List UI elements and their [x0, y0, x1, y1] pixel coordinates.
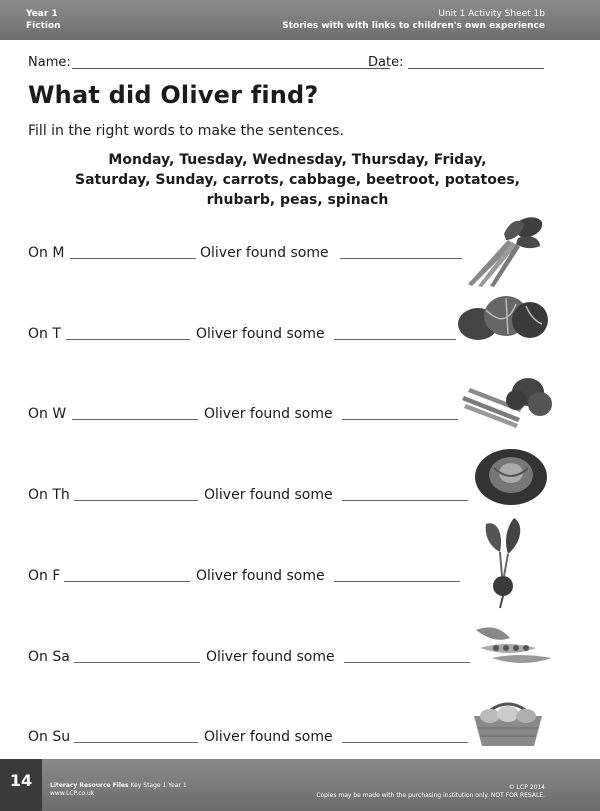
day-blank[interactable]: [66, 339, 190, 340]
date-field[interactable]: [408, 68, 544, 69]
series-name: Literacy Resource Files: [50, 782, 129, 789]
sentence-text: Oliver found some: [200, 245, 329, 261]
sentence-row: [28, 326, 468, 346]
day-blank[interactable]: [74, 742, 198, 743]
sentence-row: [28, 406, 468, 426]
name-date-row: [28, 55, 544, 73]
vegetable-blank[interactable]: [342, 742, 468, 743]
vegetable-blank[interactable]: [342, 500, 468, 501]
sentence-row: [28, 729, 468, 749]
publisher-website: www.LCP.co.uk: [50, 790, 95, 797]
sentence-row: [28, 487, 468, 507]
footer-bar: [0, 759, 600, 811]
vegetable-blank[interactable]: [340, 258, 462, 259]
footer-left: [50, 782, 187, 798]
sentence-row: [28, 245, 468, 265]
copy-notice: Copies may be made with the purchasing institution only. NOT FOR RESALE.: [316, 792, 545, 799]
sentence-text: Oliver found some: [204, 406, 333, 422]
rhubarb-icon: [458, 370, 554, 430]
genre-label: Fiction: [26, 21, 61, 31]
word-bank-line: Saturday, Sunday, carrots, cabbage, beetroot, potatoes,: [75, 172, 520, 188]
page-number: 14: [0, 759, 42, 811]
day-blank[interactable]: [74, 662, 200, 663]
sentence-text: Oliver found some: [204, 729, 333, 745]
sentence-text: Oliver found some: [204, 487, 333, 503]
peas-icon: [466, 618, 556, 670]
day-blank[interactable]: [70, 258, 196, 259]
sentence-text: Oliver found some: [196, 568, 325, 584]
sentence-row: [28, 568, 468, 588]
header-left: [26, 8, 61, 32]
name-field[interactable]: [72, 68, 390, 69]
vegetable-blank[interactable]: [344, 662, 470, 663]
day-prefix: On T: [28, 326, 61, 342]
word-bank-line: Monday, Tuesday, Wednesday, Thursday, Friday,: [108, 152, 487, 168]
day-prefix: On M: [28, 245, 65, 261]
year-label: Year 1: [26, 9, 58, 19]
potato-basket-icon: [468, 698, 548, 748]
unit-label: Unit 1 Activity Sheet 1b: [438, 9, 545, 19]
day-blank[interactable]: [64, 581, 190, 582]
header-right: [282, 8, 545, 32]
page-title: What did Oliver find?: [28, 81, 319, 109]
day-blank[interactable]: [74, 500, 198, 501]
footer-right: [316, 784, 545, 800]
day-prefix: On W: [28, 406, 67, 422]
unit-subtitle: Stories with with links to children's own experience: [282, 21, 545, 31]
day-blank[interactable]: [72, 419, 198, 420]
cabbage-head-icon: [474, 448, 548, 506]
name-label: Name:: [28, 55, 71, 70]
sentence-row: [28, 649, 468, 669]
copyright: © LCP 2014: [508, 784, 545, 791]
instructions: Fill in the right words to make the sentences.: [28, 123, 344, 139]
day-prefix: On F: [28, 568, 61, 584]
day-prefix: On Th: [28, 487, 70, 503]
word-bank-line: rhubarb, peas, spinach: [206, 192, 389, 208]
series-stage: Key Stage 1 Year 1: [130, 782, 187, 789]
word-bank: [40, 150, 555, 210]
vegetable-blank[interactable]: [342, 419, 458, 420]
day-prefix: On Sa: [28, 649, 70, 665]
day-prefix: On Su: [28, 729, 71, 745]
vegetable-blank[interactable]: [334, 339, 456, 340]
sentence-text: Oliver found some: [206, 649, 335, 665]
cabbage-leaves-icon: [456, 290, 552, 346]
vegetable-blank[interactable]: [334, 581, 460, 582]
sentence-text: Oliver found some: [196, 326, 325, 342]
beetroot-icon: [478, 514, 528, 610]
date-label: Date:: [368, 55, 404, 70]
header-bar: [0, 0, 600, 40]
carrots-icon: [460, 212, 550, 288]
